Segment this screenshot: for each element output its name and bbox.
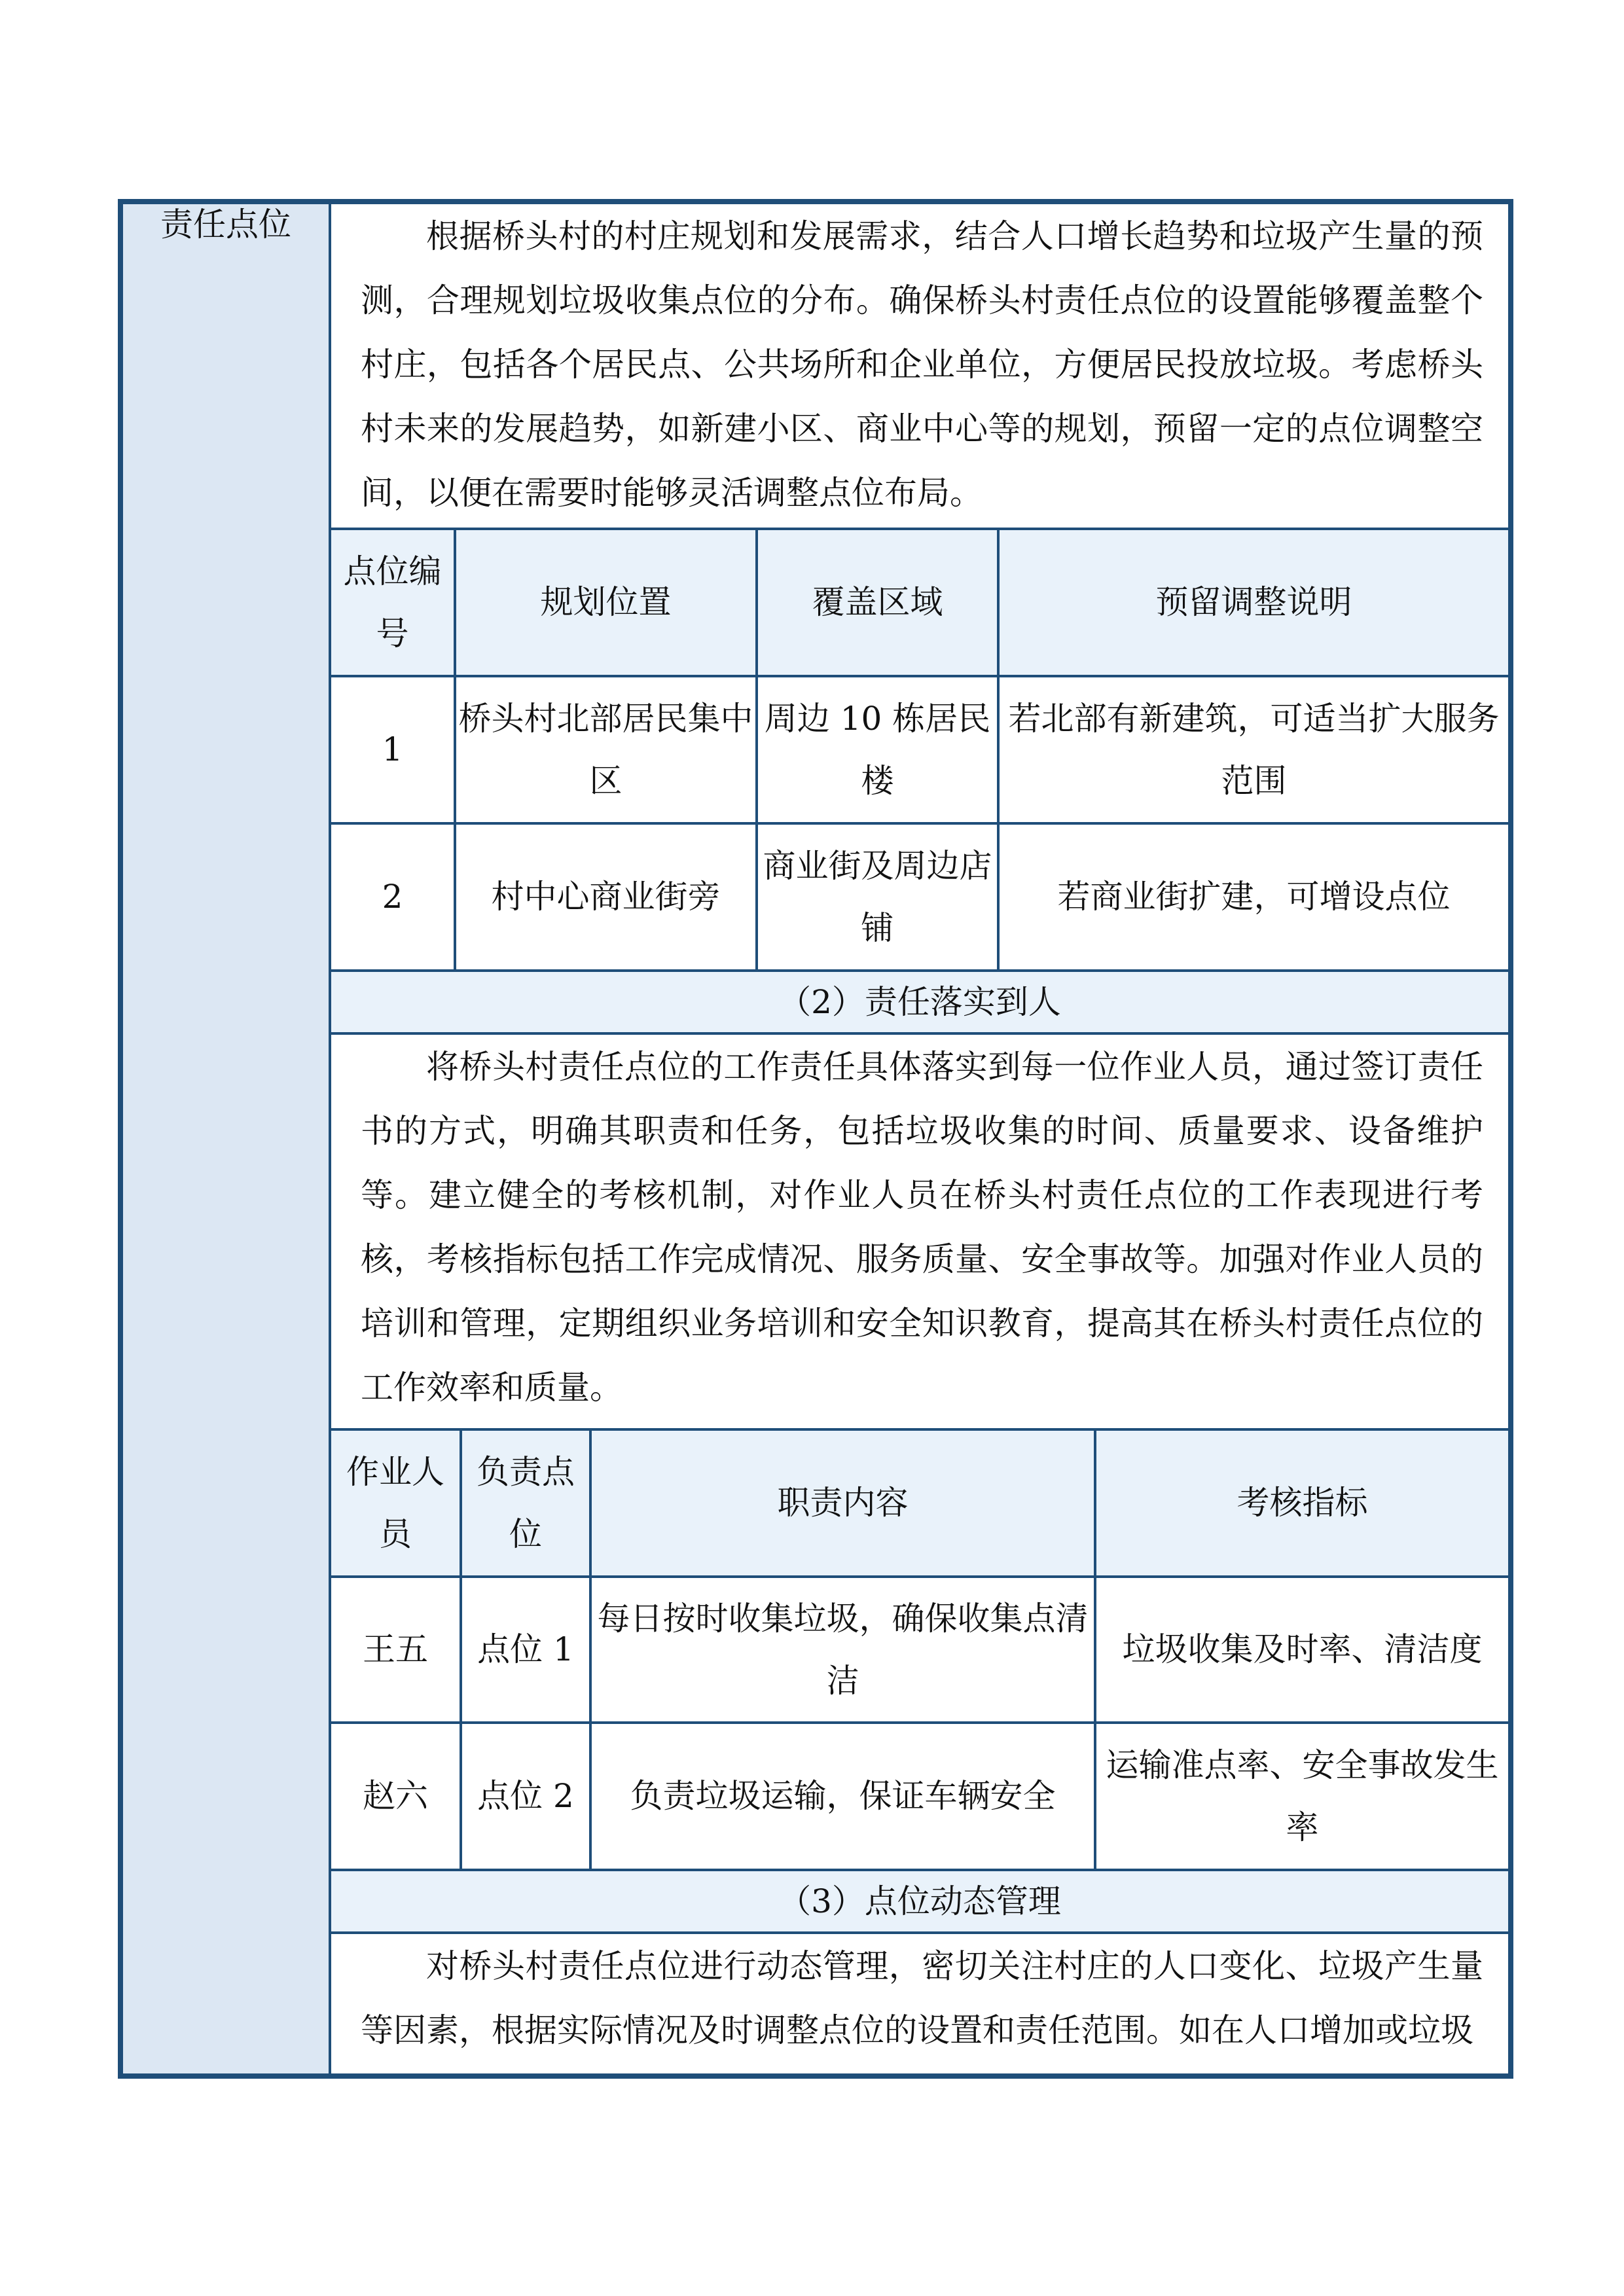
header-assigned-point: 负责点位 <box>477 1452 575 1553</box>
table-cell <box>331 677 456 822</box>
header-point-number: 点位编号 <box>343 552 442 653</box>
section-title: （2）责任落实到人 <box>331 972 1508 1035</box>
cell-text: 王五 <box>363 1630 428 1668</box>
cell-text: 点位 1 <box>477 1630 574 1668</box>
cell-text: 周边 10 栋居民楼 <box>764 699 991 800</box>
table-header-cell <box>1096 1431 1508 1575</box>
cell-text: 若北部有新建筑，可适当扩大服务范围 <box>1008 699 1500 800</box>
header-staff: 作业人员 <box>346 1452 444 1553</box>
table-row <box>331 825 1508 972</box>
table-cell <box>758 825 1000 969</box>
point-planning-paragraph: 根据桥头村的村庄规划和发展需求，结合人口增长趋势和垃圾产生量的预测，合理规划垃圾收集点位的分布。确保桥头村责任点位的设置能够覆盖整个村庄，包括各个居民点、公共场所和企业单位，方便居民投放垃圾。考虑桥头村未来的发展趋势，如新建小区、商业中心等的规划，预留一定的点位调整空间，以便在需要时能够灵活调整点位布局。 <box>331 204 1508 530</box>
table-row <box>331 677 1508 825</box>
table-header-cell <box>1000 530 1508 675</box>
table-cell <box>1096 1724 1508 1869</box>
cell-text: 商业街及周边店铺 <box>763 846 992 947</box>
table-cell <box>331 825 456 969</box>
row-label-cell <box>123 204 331 2073</box>
responsibility-point-table <box>118 199 1513 2079</box>
table-header-cell <box>758 530 1000 675</box>
row-label: 责任点位 <box>160 206 291 243</box>
table-cell <box>592 1724 1096 1869</box>
cell-text: 桥头村北部居民集中区 <box>458 699 753 800</box>
table-cell <box>331 1578 462 1721</box>
table-header-cell <box>456 530 758 675</box>
cell-text: 负责垃圾运输，保证车辆安全 <box>630 1777 1056 1815</box>
table-cell <box>456 677 758 822</box>
cell-text: 1 <box>382 730 403 768</box>
table-header-cell <box>331 530 456 675</box>
section-title: （3）点位动态管理 <box>331 1871 1508 1934</box>
table-cell <box>462 1578 592 1721</box>
cell-text: 每日按时收集垃圾，确保收集点清洁 <box>597 1599 1089 1700</box>
table-cell <box>1096 1578 1508 1721</box>
content-cell <box>331 204 1508 2073</box>
dynamic-management-paragraph: 对桥头村责任点位进行动态管理，密切关注村庄的人口变化、垃圾产生量等因素，根据实际情况及时调整点位的设置和责任范围。如在人口增加或垃圾 <box>361 1947 1483 2049</box>
point-table-header-row <box>331 530 1508 677</box>
cell-text: 若商业街扩建，可增设点位 <box>1057 878 1451 916</box>
table-header-cell <box>462 1431 592 1575</box>
staff-table-header-row <box>331 1431 1508 1578</box>
table-row <box>331 1578 1508 1724</box>
table-cell <box>331 1724 462 1869</box>
cell-text: 村中心商业街旁 <box>491 878 721 916</box>
header-adjustment-note: 预留调整说明 <box>1155 583 1352 621</box>
table-row <box>331 1724 1508 1871</box>
table-cell <box>456 825 758 969</box>
table-header-cell <box>331 1431 462 1575</box>
cell-text: 点位 2 <box>477 1777 574 1815</box>
table-cell <box>758 677 1000 822</box>
responsibility-paragraph: 将桥头村责任点位的工作责任具体落实到每一位作业人员，通过签订责任书的方式，明确其职责和任务，包括垃圾收集的时间、质量要求、设备维护等。建立健全的考核机制，对作业人员在桥头村责任点位的工作表现进行考核，考核指标包括工作完成情况、服务质量、安全事故等。加强对作业人员的培训和管理，定期组织业务培训和安全知识教育，提高其在桥头村责任点位的工作效率和质量。 <box>331 1035 1508 1431</box>
table-cell <box>1000 825 1508 969</box>
table-header-cell <box>592 1431 1096 1575</box>
header-assessment: 考核指标 <box>1236 1484 1368 1522</box>
header-planned-location: 规划位置 <box>540 583 672 621</box>
cell-text: 赵六 <box>363 1777 428 1815</box>
header-coverage-area: 覆盖区域 <box>812 583 943 621</box>
cell-text: 垃圾收集及时率、清洁度 <box>1122 1630 1483 1668</box>
cell-text: 2 <box>382 878 403 916</box>
table-cell <box>462 1724 592 1869</box>
cell-text: 运输准点率、安全事故发生率 <box>1106 1746 1499 1846</box>
header-duties: 职责内容 <box>777 1484 909 1522</box>
table-cell <box>592 1578 1096 1721</box>
table-cell <box>1000 677 1508 822</box>
